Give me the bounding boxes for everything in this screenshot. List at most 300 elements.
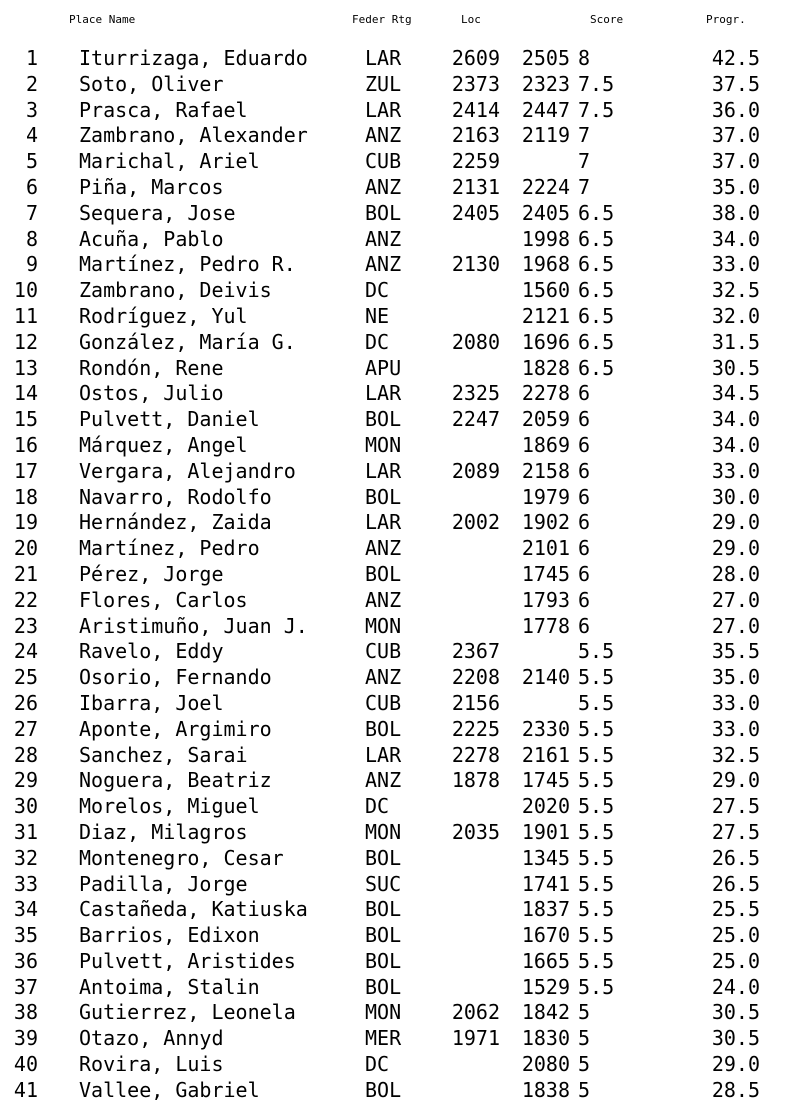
table-row [0,201,800,227]
table-row [0,459,800,485]
header-place-name: Place Name [69,13,136,26]
score-cell: 6 [578,561,591,586]
local-rating-cell: 1828 [521,355,570,380]
federation-cell: CUB [365,690,402,715]
local-rating-cell: 1830 [521,1026,570,1051]
player-name-cell: Aristimuño, Juan J. [79,613,308,638]
place-cell: 7 [25,200,38,225]
federation-cell: MON [365,613,402,638]
progressive-cell: 35.5 [711,639,760,664]
place-cell: 25 [13,665,38,690]
player-name-cell: Osorio, Fernando [79,665,272,690]
progressive-cell: 32.5 [711,278,760,303]
place-cell: 4 [25,123,38,148]
rating-cell: 2080 [451,329,500,354]
federation-cell: MON [365,1000,402,1025]
progressive-cell: 29.0 [711,1052,760,1077]
federation-cell: ANZ [365,768,402,793]
progressive-cell: 34.0 [711,407,760,432]
player-name-cell: Pulvett, Daniel [79,407,260,432]
progressive-cell: 28.0 [711,561,760,586]
progressive-cell: 30.5 [711,355,760,380]
player-name-cell: Otazo, Annyd [79,1026,224,1051]
rating-cell: 2156 [451,690,500,715]
table-row [0,304,800,330]
player-name-cell: Pérez, Jorge [79,561,224,586]
table-row [0,536,800,562]
score-cell: 5.5 [578,716,615,741]
rating-cell: 2367 [451,639,500,664]
progressive-cell: 27.0 [711,587,760,612]
rating-cell: 2130 [451,252,500,277]
table-row [0,330,800,356]
rating-cell: 2373 [451,71,500,96]
score-cell: 6 [578,587,591,612]
player-name-cell: Gutierrez, Leonela [79,1000,296,1025]
header-feder-rtg: Feder Rtg [352,13,412,26]
table-row [0,794,800,820]
local-rating-cell: 2020 [521,794,570,819]
score-cell: 5.5 [578,665,615,690]
progressive-cell: 31.5 [711,329,760,354]
federation-cell: SUC [365,871,402,896]
local-rating-cell: 1979 [521,484,570,509]
score-cell: 7.5 [578,97,615,122]
score-cell: 7 [578,149,591,174]
progressive-cell: 25.5 [711,897,760,922]
local-rating-cell: 2119 [521,123,570,148]
score-cell: 6 [578,484,591,509]
player-name-cell: Noguera, Beatriz [79,768,272,793]
federation-cell: LAR [365,742,402,767]
player-name-cell: Martínez, Pedro R. [79,252,296,277]
score-cell: 5.5 [578,948,615,973]
federation-cell: BOL [365,923,402,948]
score-cell: 5 [578,1052,591,1077]
score-cell: 5.5 [578,819,615,844]
place-cell: 1 [25,46,38,70]
progressive-cell: 33.0 [711,716,760,741]
federation-cell: ANZ [365,174,402,199]
score-cell: 5.5 [578,742,615,767]
player-name-cell: Hernández, Zaida [79,510,272,535]
place-cell: 40 [13,1052,38,1077]
local-rating-cell: 1529 [521,974,570,999]
federation-cell: BOL [365,1077,402,1102]
player-name-cell: Castañeda, Katiuska [79,897,308,922]
player-name-cell: Pulvett, Aristides [79,948,296,973]
player-name-cell: Aponte, Argimiro [79,716,272,741]
place-cell: 13 [13,355,38,380]
place-cell: 27 [13,716,38,741]
progressive-cell: 35.0 [711,665,760,690]
player-name-cell: Padilla, Jorge [79,871,248,896]
local-rating-cell: 1901 [521,819,570,844]
player-name-cell: Morelos, Miguel [79,794,260,819]
federation-cell: LAR [365,46,402,70]
local-rating-cell: 1837 [521,897,570,922]
federation-cell: NE [365,303,390,328]
federation-cell: ANZ [365,226,402,251]
federation-cell: ANZ [365,665,402,690]
score-cell: 6.5 [578,278,615,303]
progressive-cell: 37.0 [711,149,760,174]
federation-cell: ANZ [365,123,402,148]
table-row [0,614,800,640]
player-name-cell: Márquez, Angel [79,432,248,457]
table-row [0,433,800,459]
score-cell: 6 [578,536,591,561]
federation-cell: BOL [365,716,402,741]
local-rating-cell: 1778 [521,613,570,638]
progressive-cell: 27.5 [711,794,760,819]
table-row [0,175,800,201]
federation-cell: MON [365,432,402,457]
table-row [0,717,800,743]
table-row [0,1078,800,1104]
score-cell: 6 [578,458,591,483]
place-cell: 15 [13,407,38,432]
place-cell: 19 [13,510,38,535]
place-cell: 23 [13,613,38,638]
player-name-cell: Piña, Marcos [79,174,224,199]
federation-cell: BOL [365,407,402,432]
federation-cell: LAR [365,97,402,122]
table-row [0,665,800,691]
player-name-cell: Montenegro, Cesar [79,845,284,870]
score-cell: 6 [578,510,591,535]
progressive-cell: 27.0 [711,613,760,638]
score-cell: 6 [578,432,591,457]
local-rating-cell: 1842 [521,1000,570,1025]
progressive-cell: 37.5 [711,71,760,96]
score-cell: 5.5 [578,845,615,870]
progressive-cell: 29.0 [711,768,760,793]
federation-cell: DC [365,278,390,303]
score-cell: 5.5 [578,690,615,715]
table-row [0,639,800,665]
progressive-cell: 24.0 [711,974,760,999]
rating-cell: 1878 [451,768,500,793]
player-name-cell: Marichal, Ariel [79,149,260,174]
local-rating-cell: 1998 [521,226,570,251]
score-cell: 5.5 [578,639,615,664]
local-rating-cell: 1345 [521,845,570,870]
player-name-cell: Iturrizaga, Eduardo [79,46,308,70]
table-row [0,1026,800,1052]
local-rating-cell: 1745 [521,561,570,586]
table-row [0,846,800,872]
score-cell: 6.5 [578,226,615,251]
local-rating-cell: 2278 [521,381,570,406]
player-name-cell: González, María G. [79,329,296,354]
rating-cell: 1971 [451,1026,500,1051]
rating-cell: 2414 [451,97,500,122]
player-name-cell: Zambrano, Alexander [79,123,308,148]
score-cell: 5 [578,1077,591,1102]
local-rating-cell: 1741 [521,871,570,896]
progressive-cell: 29.0 [711,536,760,561]
rating-cell: 2062 [451,1000,500,1025]
header-score: Score [590,13,624,26]
place-cell: 2 [25,71,38,96]
player-name-cell: Rondón, Rene [79,355,224,380]
place-cell: 39 [13,1026,38,1051]
progressive-cell: 33.0 [711,458,760,483]
player-name-cell: Diaz, Milagros [79,819,248,844]
progressive-cell: 26.5 [711,845,760,870]
place-cell: 6 [25,174,38,199]
score-cell: 5.5 [578,768,615,793]
player-name-cell: Ibarra, Joel [79,690,224,715]
federation-cell: BOL [365,561,402,586]
local-rating-cell: 2323 [521,71,570,96]
score-cell: 7.5 [578,71,615,96]
rating-cell: 2278 [451,742,500,767]
rating-cell: 2405 [451,200,500,225]
federation-cell: LAR [365,381,402,406]
header-loc: Loc [461,13,481,26]
table-row [0,923,800,949]
score-cell: 5.5 [578,871,615,896]
place-cell: 5 [25,149,38,174]
federation-cell: BOL [365,484,402,509]
table-row [0,1052,800,1078]
score-cell: 5.5 [578,794,615,819]
progressive-cell: 34.0 [711,432,760,457]
place-cell: 9 [25,252,38,277]
local-rating-cell: 1869 [521,432,570,457]
federation-cell: BOL [365,974,402,999]
place-cell: 31 [13,819,38,844]
score-cell: 6 [578,381,591,406]
progressive-cell: 25.0 [711,923,760,948]
local-rating-cell: 2224 [521,174,570,199]
federation-cell: LAR [365,510,402,535]
score-cell: 5.5 [578,974,615,999]
progressive-cell: 36.0 [711,97,760,122]
progressive-cell: 33.0 [711,690,760,715]
player-name-cell: Prasca, Rafael [79,97,248,122]
rating-cell: 2325 [451,381,500,406]
place-cell: 20 [13,536,38,561]
federation-cell: DC [365,1052,390,1077]
player-name-cell: Martínez, Pedro [79,536,260,561]
place-cell: 38 [13,1000,38,1025]
local-rating-cell: 2080 [521,1052,570,1077]
table-row [0,149,800,175]
table-row [0,768,800,794]
place-cell: 28 [13,742,38,767]
player-name-cell: Sanchez, Sarai [79,742,248,767]
player-name-cell: Sequera, Jose [79,200,236,225]
table-row [0,1000,800,1026]
local-rating-cell: 1838 [521,1077,570,1102]
player-name-cell: Soto, Oliver [79,71,224,96]
progressive-cell: 38.0 [711,200,760,225]
place-cell: 12 [13,329,38,354]
place-cell: 35 [13,923,38,948]
federation-cell: CUB [365,639,402,664]
progressive-cell: 34.5 [711,381,760,406]
federation-cell: BOL [365,948,402,973]
place-cell: 17 [13,458,38,483]
local-rating-cell: 1745 [521,768,570,793]
progressive-cell: 35.0 [711,174,760,199]
local-rating-cell: 1902 [521,510,570,535]
table-row [0,485,800,511]
progressive-cell: 30.5 [711,1026,760,1051]
score-cell: 5 [578,1026,591,1051]
player-name-cell: Antoima, Stalin [79,974,260,999]
progressive-cell: 30.5 [711,1000,760,1025]
rating-cell: 2247 [451,407,500,432]
player-name-cell: Navarro, Rodolfo [79,484,272,509]
place-cell: 14 [13,381,38,406]
player-name-cell: Acuña, Pablo [79,226,224,251]
federation-cell: DC [365,329,390,354]
table-row [0,407,800,433]
place-cell: 34 [13,897,38,922]
federation-cell: BOL [365,200,402,225]
score-cell: 6 [578,613,591,638]
progressive-cell: 37.0 [711,123,760,148]
progressive-cell: 28.5 [711,1077,760,1102]
table-row [0,123,800,149]
player-name-cell: Ravelo, Eddy [79,639,224,664]
local-rating-cell: 2405 [521,200,570,225]
local-rating-cell: 2059 [521,407,570,432]
progressive-cell: 29.0 [711,510,760,535]
progressive-cell: 32.5 [711,742,760,767]
place-cell: 11 [13,303,38,328]
federation-cell: ANZ [365,587,402,612]
table-row [0,510,800,536]
federation-cell: ANZ [365,252,402,277]
local-rating-cell: 1793 [521,587,570,612]
score-cell: 6 [578,407,591,432]
score-cell: 5.5 [578,923,615,948]
player-name-cell: Zambrano, Deivis [79,278,272,303]
place-cell: 41 [13,1077,38,1102]
progressive-cell: 42.5 [711,46,760,70]
local-rating-cell: 2447 [521,97,570,122]
header-progr: Progr. [706,13,746,26]
score-cell: 7 [578,123,591,148]
score-cell: 8 [578,46,591,70]
place-cell: 22 [13,587,38,612]
rating-cell: 2089 [451,458,500,483]
federation-cell: LAR [365,458,402,483]
federation-cell: ZUL [365,71,402,96]
local-rating-cell: 1968 [521,252,570,277]
rating-cell: 2163 [451,123,500,148]
federation-cell: ANZ [365,536,402,561]
local-rating-cell: 2140 [521,665,570,690]
table-row [0,46,800,72]
progressive-cell: 34.0 [711,226,760,251]
table-row [0,278,800,304]
table-row [0,356,800,382]
table-row [0,820,800,846]
rating-cell: 2259 [451,149,500,174]
table-row [0,562,800,588]
rating-cell: 2225 [451,716,500,741]
score-cell: 6.5 [578,303,615,328]
table-row [0,381,800,407]
table-row [0,72,800,98]
rating-cell: 2208 [451,665,500,690]
progressive-cell: 32.0 [711,303,760,328]
local-rating-cell: 2121 [521,303,570,328]
place-cell: 32 [13,845,38,870]
place-cell: 26 [13,690,38,715]
table-row [0,227,800,253]
place-cell: 24 [13,639,38,664]
progressive-cell: 27.5 [711,819,760,844]
rating-cell: 2131 [451,174,500,199]
place-cell: 30 [13,794,38,819]
place-cell: 18 [13,484,38,509]
place-cell: 33 [13,871,38,896]
table-row [0,691,800,717]
table-row [0,975,800,1001]
local-rating-cell: 2158 [521,458,570,483]
local-rating-cell: 2330 [521,716,570,741]
player-name-cell: Rovira, Luis [79,1052,224,1077]
local-rating-cell: 1670 [521,923,570,948]
place-cell: 10 [13,278,38,303]
player-name-cell: Vallee, Gabriel [79,1077,260,1102]
score-cell: 5 [578,1000,591,1025]
local-rating-cell: 2161 [521,742,570,767]
progressive-cell: 33.0 [711,252,760,277]
federation-cell: DC [365,794,390,819]
rating-cell: 2002 [451,510,500,535]
player-name-cell: Flores, Carlos [79,587,248,612]
place-cell: 21 [13,561,38,586]
table-row [0,897,800,923]
progressive-cell: 30.0 [711,484,760,509]
score-cell: 6.5 [578,329,615,354]
federation-cell: MER [365,1026,402,1051]
progressive-cell: 25.0 [711,948,760,973]
standings-table [0,46,800,1104]
score-cell: 6.5 [578,200,615,225]
table-row [0,588,800,614]
progressive-cell: 26.5 [711,871,760,896]
table-row [0,252,800,278]
local-rating-cell: 2101 [521,536,570,561]
federation-cell: MON [365,819,402,844]
table-row [0,743,800,769]
federation-cell: BOL [365,845,402,870]
local-rating-cell: 1696 [521,329,570,354]
rating-cell: 2035 [451,819,500,844]
table-row [0,98,800,124]
table-row [0,872,800,898]
place-cell: 36 [13,948,38,973]
table-row [0,949,800,975]
place-cell: 37 [13,974,38,999]
federation-cell: CUB [365,149,402,174]
local-rating-cell: 2505 [521,46,570,70]
player-name-cell: Vergara, Alejandro [79,458,296,483]
player-name-cell: Ostos, Julio [79,381,224,406]
player-name-cell: Rodríguez, Yul [79,303,248,328]
score-cell: 6.5 [578,252,615,277]
place-cell: 29 [13,768,38,793]
